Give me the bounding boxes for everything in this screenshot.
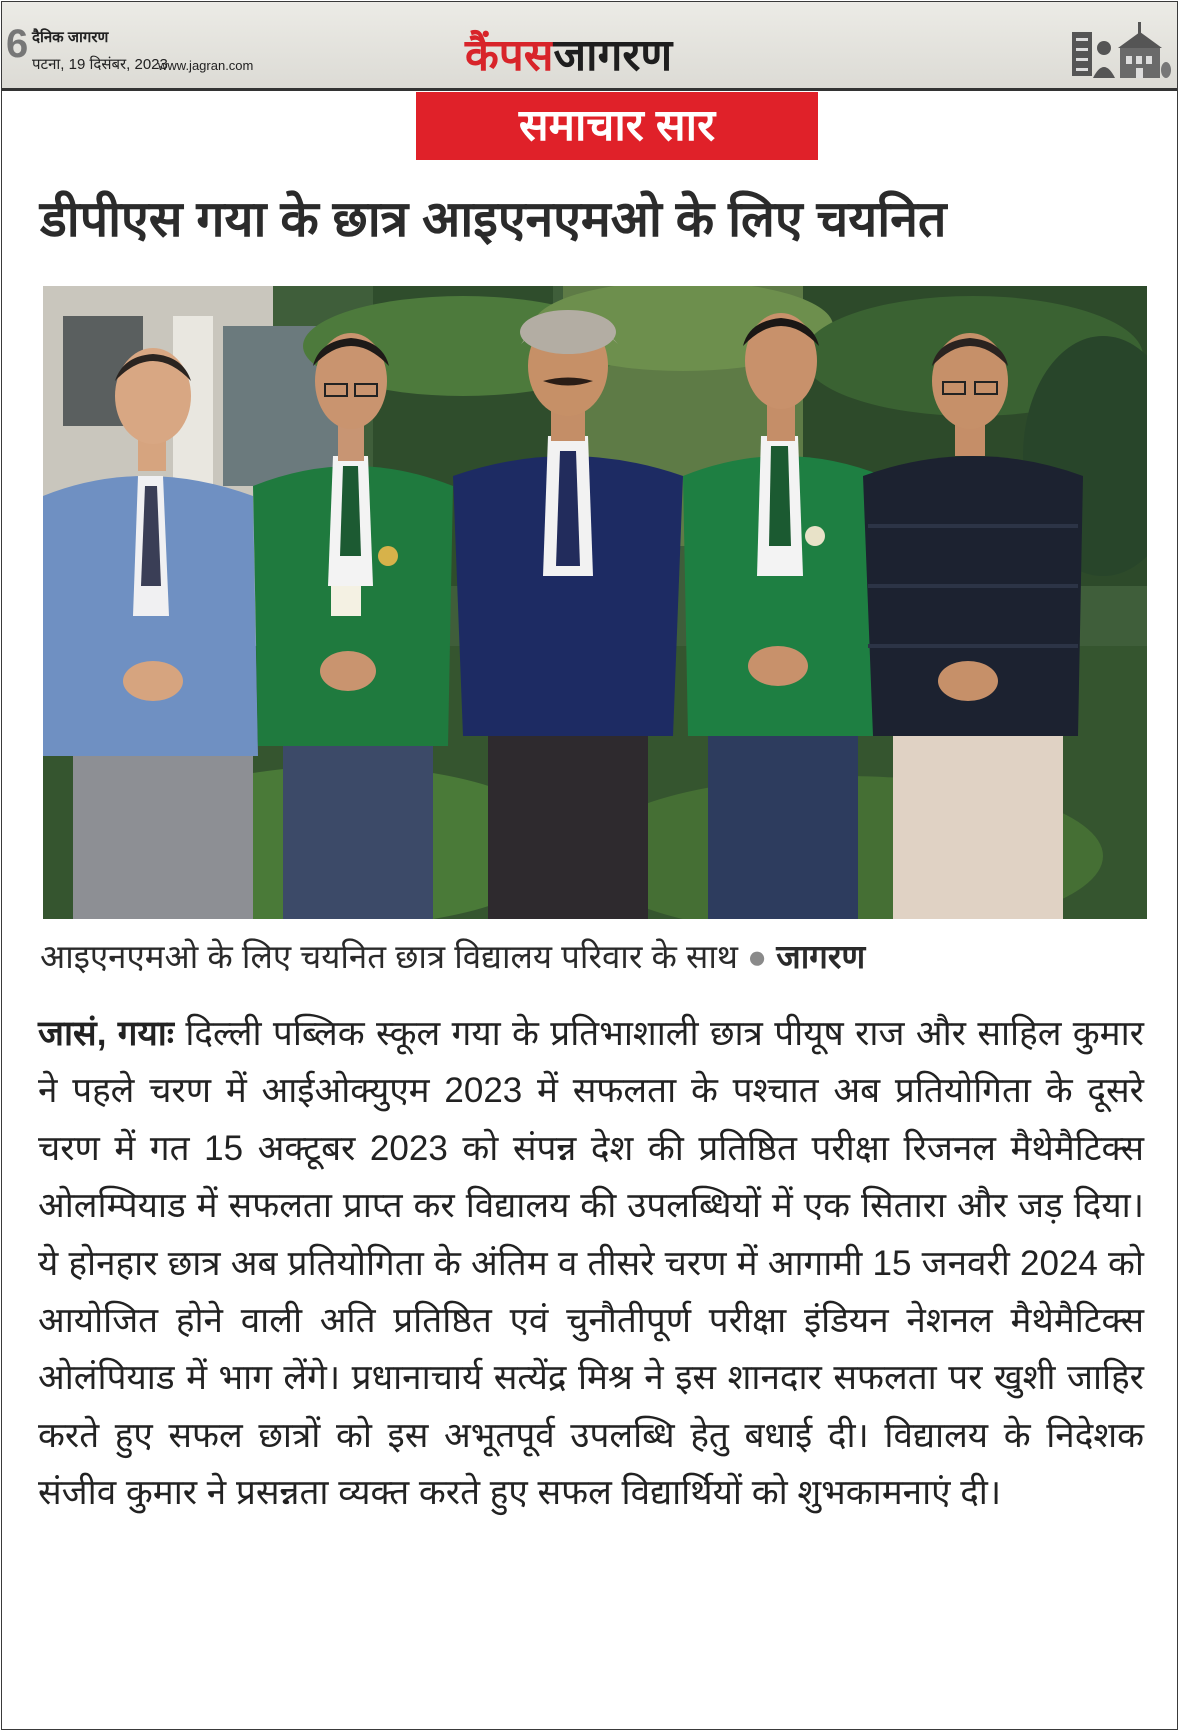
article-photo — [43, 286, 1147, 919]
person-icon — [1093, 41, 1115, 78]
article-body — [38, 1005, 1144, 1522]
masthead-icons — [1068, 18, 1172, 84]
checklist-icon — [1072, 32, 1092, 76]
brand-logo — [465, 28, 672, 84]
article-text: दिल्ली पब्लिक स्कूल गया के प्रतिभाशाली छात्र पीयूष राज और साहिल कुमार ने पहले चरण में आईओक्युएम 2023 में सफलता के पश्चात अब प्रतियोगिता के दूसरे चरण में गत 15 अक्टूबर 2023 को संपन्न देश की प्रतिष्ठित परीक्षा रिजनल मैथेमैटिक्स ओलम्पियाड में सफलता प्राप्त कर विद्यालय की उपलब्धियों में एक सितारा और जड़ दिया। ये होनहार छात्र अब प्रतियोगिता के अंतिम व तीसरे चरण में आगामी 15 जनवरी 2024 को आयोजित होने वाली अति प्रतिष्ठित एवं चुनौतीपूर्ण परीक्षा इंडियन नेशनल मैथेमैटिक्स ओलंपियाड में भाग लेंगे। प्रधानाचार्य सत्येंद्र मिश्र ने इस शानदार सफलता पर खुशी जाहिर करते हुए सफल छात्रों को इस अभूतपूर्व उपलब्धि हेतु बधाई दी। विद्यालय के निदेशक संजीव कुमार ने प्रसन्नता व्यक्त करते हुए सफल विद्यार्थियों को शुभकामनाएं दी। — [38, 1014, 1144, 1513]
website-link[interactable]: www.jagran.com — [158, 58, 254, 73]
bullet-dot-icon: ● — [747, 938, 768, 975]
photo-credit: जागरण — [776, 938, 866, 975]
article-dateline: जासं, गयाः — [38, 1014, 174, 1053]
publication-name: दैनिक जागरण — [32, 29, 109, 46]
section-label: समाचार सार — [416, 92, 818, 160]
school-building-icon — [1118, 22, 1171, 78]
brand-logo-part2: जागरण — [553, 31, 673, 80]
photo-caption — [40, 932, 1140, 982]
publication-date: पटना, 19 दिसंबर, 2023 — [32, 56, 168, 73]
photo-caption-text: आइएनएमओ के लिए चयनित छात्र विद्यालय परिवार के साथ — [40, 938, 738, 975]
article-headline: डीपीएस गया के छात्र आइएनएमओ के लिए चयनित — [40, 191, 947, 247]
page-number: 6 — [6, 22, 29, 66]
masthead — [2, 2, 1177, 91]
brand-logo-part1: कैंपस — [465, 31, 554, 80]
